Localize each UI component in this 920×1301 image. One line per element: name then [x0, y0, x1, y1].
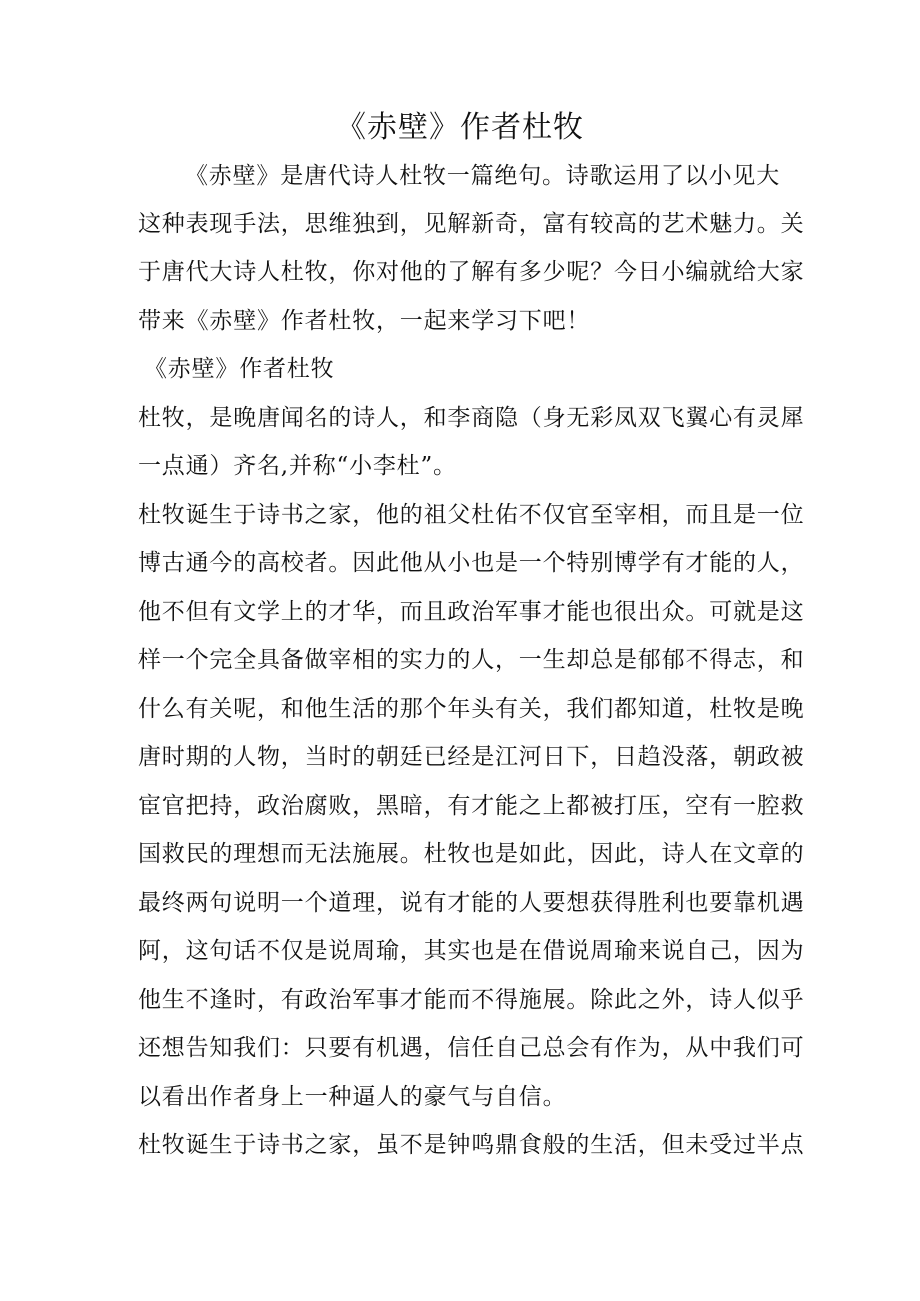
paragraph-line: 最终两句说明一个道理，说有才能的人要想获得胜利也要靠机遇	[138, 890, 805, 916]
paragraph-line: 什么有关呢，和他生活的那个年头有关，我们都知道，杜牧是晚	[138, 696, 805, 722]
paragraph-line: 杜牧诞生于诗书之家，他的祖父杜佑不仅官至宰相，而且是一位	[138, 502, 805, 528]
document-title: 《赤壁》作者杜牧	[336, 110, 584, 145]
paragraph-line: 阿，这句话不仅是说周瑜，其实也是在借说周瑜来说自己，因为	[138, 938, 805, 964]
paragraph-line: 杜牧，是晚唐闻名的诗人，和李商隐（身无彩凤双飞翼心有灵犀	[138, 405, 805, 431]
paragraph-line: 《赤壁》是唐代诗人杜牧一篇绝句。诗歌运用了以小见大	[185, 163, 780, 189]
paragraph-line: 唐时期的人物，当时的朝廷已经是江河日下，日趋没落，朝政被	[138, 744, 805, 770]
paragraph-line: 杜牧诞生于诗书之家，虽不是钟鸣鼎食般的生活，但未受过半点	[138, 1132, 805, 1158]
paragraph-line: 这种表现手法，思维独到，见解新奇，富有较高的艺术魅力。关	[138, 211, 805, 237]
paragraph-line: 以看出作者身上一种逼人的豪气与自信。	[138, 1084, 567, 1110]
paragraph-line: 博古通今的高校者。因此他从小也是一个特别博学有才能的人，	[138, 550, 805, 576]
paragraph-line: 于唐代大诗人杜牧，你对他的了解有多少呢？今日小编就给大家	[138, 259, 805, 285]
paragraph-line: 带来《赤壁》作者杜牧，一起来学习下吧！	[138, 308, 591, 334]
paragraph-line: 他不但有文学上的才华，而且政治军事才能也很出众。可就是这	[138, 599, 805, 625]
paragraph-line: 样一个完全具备做宰相的实力的人，一生却总是郁郁不得志，和	[138, 647, 805, 673]
section-heading: 《赤壁》作者杜牧	[144, 356, 335, 382]
paragraph-line: 一点通）齐名,并称“小李杜”。	[138, 453, 457, 479]
paragraph-line: 宦官把持，政治腐败，黑暗，有才能之上都被打压，空有一腔救	[138, 793, 805, 819]
paragraph-line: 他生不逢时，有政治军事才能而不得施展。除此之外，诗人似乎	[138, 987, 805, 1013]
paragraph-line: 国救民的理想而无法施展。杜牧也是如此，因此，诗人在文章的	[138, 841, 805, 867]
paragraph-line: 还想告知我们：只要有机遇，信任自己总会有作为，从中我们可	[138, 1035, 805, 1061]
